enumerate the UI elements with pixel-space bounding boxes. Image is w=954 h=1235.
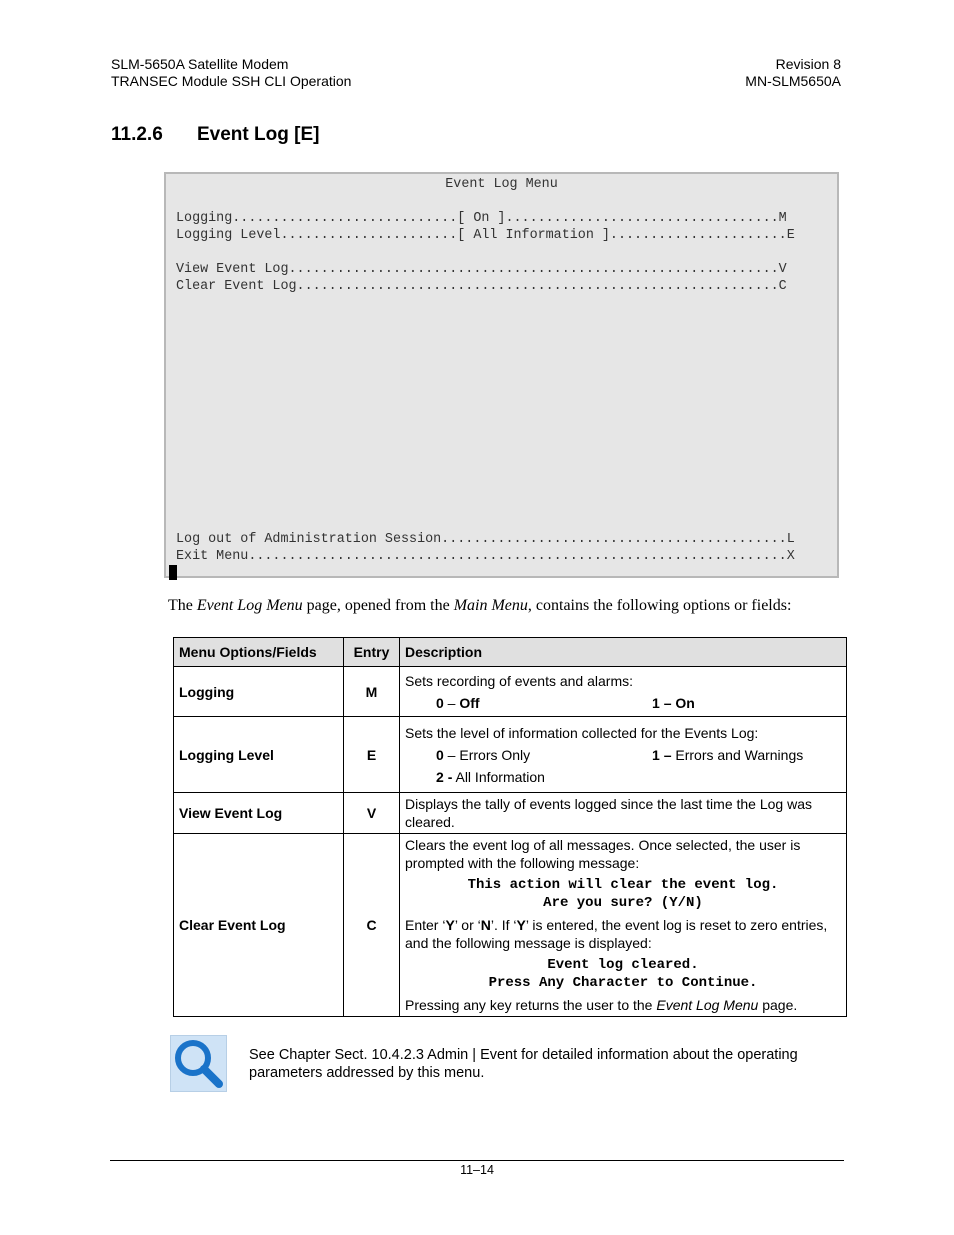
option-list <box>436 746 841 764</box>
option-item: 0 – Off <box>436 694 480 711</box>
reference-note: See Chapter Sect. 10.4.2.3 Admin | Event for detailed information about the operating parameters addressed by this menu. <box>249 1047 798 1081</box>
terminal-item-logging-level: Logging Level......................[ All Information ]......................E <box>176 228 795 243</box>
field-description <box>400 667 847 717</box>
terminal-menu-title: Event Log Menu <box>445 177 558 192</box>
event-log-menu-ref: Event Log Menu <box>196 597 303 614</box>
header-entry: Entry <box>344 638 400 667</box>
running-header-right <box>745 56 841 90</box>
terminal-item-exit: Exit Menu...................................................................X <box>176 549 795 564</box>
field-description <box>400 834 847 1017</box>
option-item: 2 - All Information <box>436 768 545 785</box>
table-row <box>174 667 847 717</box>
option-list <box>436 768 841 786</box>
running-header-left <box>111 56 351 90</box>
entry-key: V <box>344 793 400 834</box>
terminal-item-logout: Log out of Administration Session...........................................L <box>176 532 795 547</box>
magnifier-icon <box>170 1035 227 1092</box>
field-name: Logging Level <box>174 717 344 793</box>
option-list <box>436 694 841 712</box>
terminal-item-clear-log: Clear Event Log............................................................C <box>176 279 787 294</box>
option-item: 1 – On <box>652 694 695 711</box>
field-description <box>400 717 847 793</box>
options-table <box>173 637 847 1017</box>
section-title: Event Log [E] <box>197 124 320 145</box>
description-text: Pressing any key returns the user to the Event Log Menu page. <box>405 997 798 1013</box>
terminal-item-view-log: View Event Log.............................................................V <box>176 262 787 277</box>
entry-key: M <box>344 667 400 717</box>
description-text: Clears the event log of all messages. Once selected, the user is prompted with the following message: <box>405 837 801 871</box>
intro-paragraph <box>168 597 791 615</box>
confirmation-message: Event log cleared. Press Any Character to Continue. <box>488 957 758 991</box>
intro-text: The <box>168 597 197 614</box>
field-name: Logging <box>174 667 344 717</box>
prompt-message: This action will clear the event log. Are you sure? (Y/N) <box>467 877 779 911</box>
field-description <box>400 793 847 834</box>
footer-divider <box>110 1160 844 1161</box>
table-row <box>174 793 847 834</box>
description-text: Enter ‘Y’ or ‘N’. If ‘Y’ is entered, the event log is reset to zero entries, and the following message is displayed: <box>405 917 828 951</box>
field-name: Clear Event Log <box>174 834 344 1017</box>
terminal-item-logging: Logging............................[ On ]..................................M <box>176 211 787 226</box>
table-row <box>174 717 847 793</box>
section-heading <box>111 124 319 146</box>
chapter-name: TRANSEC Module SSH CLI Operation <box>111 73 352 89</box>
entry-key: E <box>344 717 400 793</box>
table-header-row <box>174 638 847 667</box>
section-number: 11.2.6 <box>111 124 163 145</box>
description-text: Sets recording of events and alarms: <box>405 672 634 689</box>
manual-number: MN-SLM5650A <box>745 73 841 89</box>
product-name: SLM-5650A Satellite Modem <box>111 56 289 72</box>
header-field: Menu Options/Fields <box>174 638 344 667</box>
intro-text: page, opened from the <box>302 597 454 614</box>
description-text: Sets the level of information collected for the Events Log: <box>405 724 759 741</box>
page-number: 11–14 <box>460 1163 494 1177</box>
terminal-screenshot <box>164 172 839 578</box>
field-name: View Event Log <box>174 793 344 834</box>
intro-text: , contains the following options or fields: <box>527 597 792 614</box>
main-menu-ref: Main Menu <box>453 597 528 614</box>
table-row <box>174 834 847 1017</box>
header-description: Description <box>400 638 847 667</box>
option-item: 1 – Errors and Warnings <box>652 746 804 763</box>
entry-key: C <box>344 834 400 1017</box>
revision: Revision 8 <box>775 56 841 72</box>
option-item: 0 – Errors Only <box>436 746 531 763</box>
terminal-cursor <box>169 565 177 580</box>
description-text: Displays the tally of events logged since the last time the Log was cleared. <box>405 796 812 830</box>
